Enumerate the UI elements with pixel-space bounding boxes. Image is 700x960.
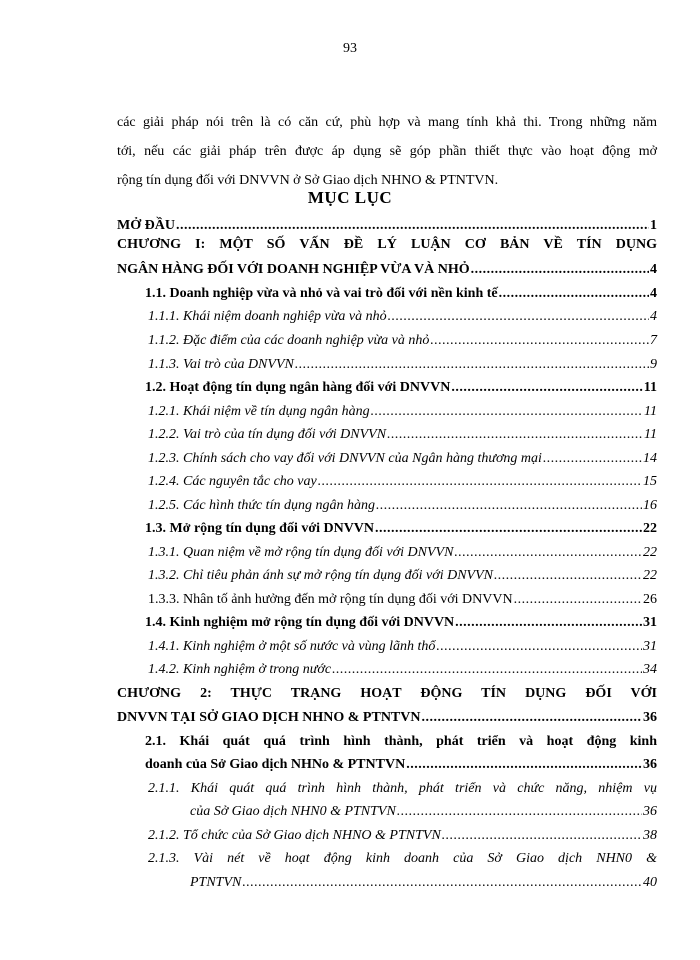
toc-entry-page: 34 — [643, 662, 657, 677]
toc-entry-page: 4 — [650, 262, 657, 277]
toc-entry-mo-dau[interactable] — [117, 218, 657, 234]
toc-entry-page: 1 — [650, 218, 657, 233]
toc-entry-page: 4 — [650, 309, 657, 324]
toc-leader-dots — [499, 286, 649, 302]
toc-leader-dots — [318, 474, 642, 490]
toc-subsection-1-1-1[interactable] — [148, 309, 657, 325]
toc-entry-title: 1.2.3. Chính sách cho vay đối với DNVVN của Ngân hàng thương mại — [148, 451, 542, 466]
toc-section-1-4[interactable] — [145, 615, 657, 631]
toc-subsection-1-2-5[interactable] — [148, 498, 657, 514]
toc-entry-title: 1.2.1. Khái niệm về tín dụng ngân hàng — [148, 404, 370, 419]
page-number: 93 — [343, 41, 357, 56]
toc-entry-title: 1.1.2. Đặc điểm của các doanh nghiệp vừa và nhỏ — [148, 333, 430, 348]
toc-entry-title: 1.3.2. Chỉ tiêu phản ánh sự mở rộng tín dụng đối với DNVVN — [148, 568, 493, 583]
toc-entry-title: MỞ ĐẦU — [117, 218, 175, 233]
toc-leader-dots — [436, 639, 642, 655]
toc-subsection-2-1-1-line2[interactable] — [190, 804, 657, 820]
toc-entry-title: 1.3.1. Quan niệm về mở rộng tín dụng đối với DNVVN — [148, 545, 454, 560]
toc-entry-title: 1.2.4. Các nguyên tắc cho vay — [148, 474, 317, 489]
toc-leader-dots — [455, 615, 642, 631]
toc-entry-page: 11 — [644, 427, 657, 442]
toc-entry-page: 31 — [643, 639, 657, 654]
toc-chapter-2-line1[interactable]: CHƯƠNG 2: THỰC TRẠNG HOẠT ĐỘNG TÍN DỤNG ĐỐI VỚI — [117, 686, 657, 701]
toc-entry-title: của Sở Giao dịch NHN0 & PTNTVN — [190, 804, 396, 819]
intro-line: tới, nếu các giải pháp trên được áp dụng sẽ góp phần thiết thực vào hoạt động mở — [117, 144, 657, 159]
toc-entry-page: 22 — [643, 545, 657, 560]
toc-entry-page: 40 — [643, 875, 657, 890]
toc-entry-page: 36 — [643, 757, 657, 772]
toc-subsection-1-2-4[interactable] — [148, 474, 657, 490]
toc-entry-title: PTNTVN — [190, 875, 242, 890]
toc-section-1-3[interactable] — [145, 521, 657, 537]
intro-paragraph — [117, 108, 657, 195]
toc-chapter-1-line2[interactable] — [117, 262, 657, 278]
toc-entry-title: DNVVN TẠI SỞ GIAO DỊCH NHNO & PTNTVN — [117, 710, 421, 725]
toc-section-1-1[interactable] — [145, 286, 657, 302]
toc-entry-title: doanh của Sở Giao dịch NHNo & PTNTVN — [145, 757, 406, 772]
toc-subsection-1-4-1[interactable] — [148, 639, 657, 655]
toc-leader-dots — [451, 380, 642, 396]
toc-entry-page: 11 — [643, 380, 657, 395]
toc-leader-dots — [494, 568, 642, 584]
intro-line: các giải pháp nói trên là có căn cứ, phù hợp và mang tính khả thi. Trong những năm — [117, 115, 657, 130]
toc-entry-title: 1.4.2. Kinh nghiệm ở trong nước — [148, 662, 332, 677]
toc-subsection-1-1-2[interactable] — [148, 333, 657, 349]
toc-subsection-2-1-1-line1[interactable]: 2.1.1. Khái quát quá trình hình thành, phát triển và chức năng, nhiệm vụ — [148, 781, 657, 796]
toc-leader-dots — [397, 804, 642, 820]
intro-line: rộng tín dụng đối với DNVVN ở Sở Giao dịch NHNO & PTNTVN. — [117, 173, 499, 188]
toc-leader-dots — [375, 521, 642, 537]
toc-entry-page: 31 — [643, 615, 657, 630]
toc-entry-title: 1.1.1. Khái niệm doanh nghiệp vừa và nhỏ — [148, 309, 387, 324]
toc-subsection-1-2-1[interactable] — [148, 404, 657, 420]
toc-subsection-2-1-2[interactable] — [148, 828, 657, 844]
toc-subsection-2-1-3-line1[interactable]: 2.1.3. Vài nét về hoạt động kinh doanh của Sở Giao dịch NHN0 & — [148, 851, 657, 866]
toc-subsection-1-4-2[interactable] — [148, 662, 657, 678]
toc-entry-title: 1.3.3. Nhân tố ảnh hưởng đến mở rộng tín dụng đối với DNVVN — [148, 592, 513, 607]
toc-subsection-1-1-3[interactable] — [148, 357, 657, 373]
toc-section-2-1-line2[interactable] — [145, 757, 657, 773]
toc-subsection-1-3-3[interactable] — [148, 592, 657, 608]
toc-entry-title: 1.4.1. Kinh nghiệm ở một số nước và vùng lãnh thổ — [148, 639, 436, 654]
toc-entry-page: 36 — [643, 804, 657, 819]
toc-section-1-2[interactable] — [145, 380, 657, 396]
toc-entry-page: 14 — [643, 451, 657, 466]
toc-entry-page: 22 — [643, 568, 657, 583]
toc-entry-title: 1.2. Hoạt động tín dụng ngân hàng đối với DNVVN — [145, 380, 451, 395]
toc-leader-dots — [332, 662, 642, 678]
toc-entry-page: 4 — [650, 286, 657, 301]
toc-entry-title: 1.1.3. Vai trò của DNVVN — [148, 357, 294, 372]
toc-entry-page: 16 — [643, 498, 657, 513]
toc-leader-dots — [514, 592, 642, 608]
toc-entry-title: 1.2.2. Vai trò của tín dụng đối với DNVVN — [148, 427, 387, 442]
toc-leader-dots — [471, 262, 649, 278]
toc-entry-title: 1.1. Doanh nghiệp vừa và nhỏ và vai trò đối với nền kinh tế — [145, 286, 498, 301]
toc-entry-title: 1.2.5. Các hình thức tín dụng ngân hàng — [148, 498, 375, 513]
toc-entry-title: 1.4. Kinh nghiệm mở rộng tín dụng đối với DNVVN — [145, 615, 455, 630]
toc-leader-dots — [242, 875, 642, 891]
toc-leader-dots — [430, 333, 649, 349]
toc-entry-title: 2.1.2. Tổ chức của Sở Giao dịch NHNO & PTNTVN — [148, 828, 441, 843]
toc-title: MỤC LỤC — [307, 188, 393, 207]
toc-subsection-1-2-3[interactable] — [148, 451, 657, 467]
toc-subsection-1-2-2[interactable] — [148, 427, 657, 443]
toc-entry-page: 9 — [650, 357, 657, 372]
toc-leader-dots — [387, 427, 643, 443]
toc-entry-page: 7 — [650, 333, 657, 348]
toc-chapter-2-line2[interactable] — [117, 710, 657, 726]
toc-subsection-2-1-3-line2[interactable] — [190, 875, 657, 891]
toc-leader-dots — [176, 218, 649, 234]
toc-section-2-1-line1[interactable]: 2.1. Khái quát quá trình hình thành, phát triển và hoạt động kinh — [145, 734, 657, 749]
toc-leader-dots — [422, 710, 643, 726]
toc-entry-page: 15 — [643, 474, 657, 489]
toc-subsection-1-3-2[interactable] — [148, 568, 657, 584]
toc-leader-dots — [295, 357, 649, 373]
toc-leader-dots — [388, 309, 649, 325]
toc-entry-page: 36 — [643, 710, 657, 725]
toc-entry-page: 38 — [643, 828, 657, 843]
toc-leader-dots — [376, 498, 642, 514]
toc-leader-dots — [371, 404, 643, 420]
toc-chapter-1-line1[interactable]: CHƯƠNG I: MỘT SỐ VẤN ĐỀ LÝ LUẬN CƠ BẢN VỀ TÍN DỤNG — [117, 237, 657, 252]
toc-leader-dots — [406, 757, 642, 773]
toc-entry-page: 22 — [643, 521, 657, 536]
toc-entry-page: 26 — [643, 592, 657, 607]
toc-entry-title: 1.3. Mở rộng tín dụng đối với DNVVN — [145, 521, 375, 536]
toc-entry-title: NGÂN HÀNG ĐỐI VỚI DOANH NGHIỆP VỪA VÀ NHỎ — [117, 262, 470, 277]
toc-leader-dots — [454, 545, 642, 561]
toc-subsection-1-3-1[interactable] — [148, 545, 657, 561]
toc-leader-dots — [442, 828, 642, 844]
toc-entry-page: 11 — [644, 404, 657, 419]
toc-leader-dots — [543, 451, 642, 467]
